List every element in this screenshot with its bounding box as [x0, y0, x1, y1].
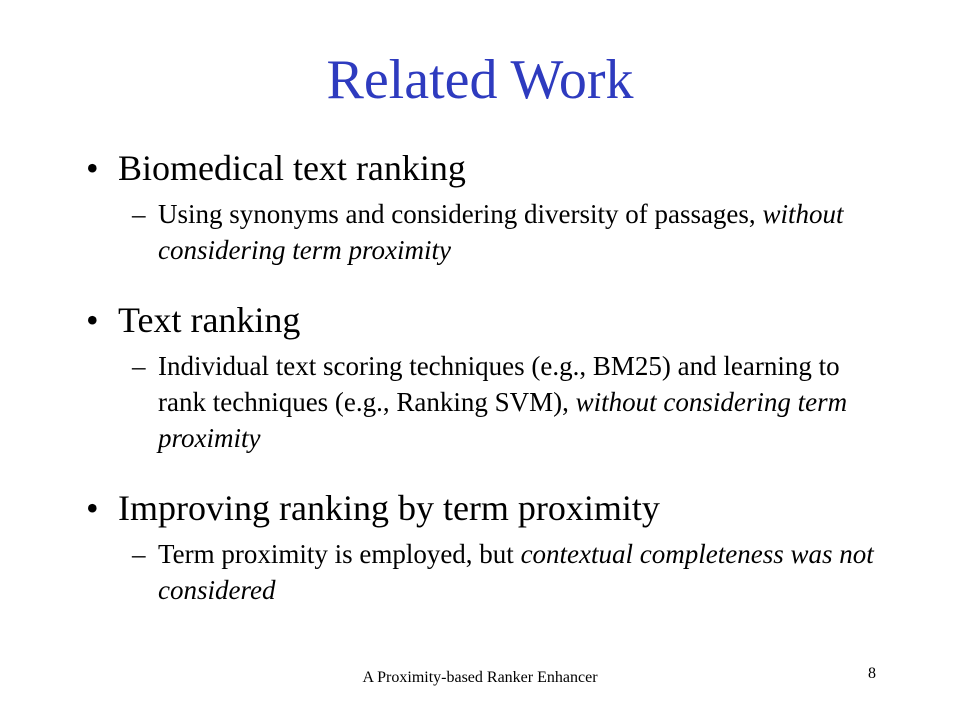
sub-bullet [86, 196, 876, 268]
bullet-dot: • [86, 148, 99, 188]
sub-bullet-dash: – [132, 199, 146, 229]
slide-footer: A Proximity-based Ranker Enhancer [362, 669, 598, 686]
bullet-dot: • [86, 488, 99, 528]
bullet-item [86, 292, 876, 348]
bullet-item [86, 140, 876, 196]
sub-bullet-text: Individual text scoring techniques (e.g., BM25) and learning to rank techniques (e.g., Ranking SVM), [158, 351, 840, 417]
sub-bullet-emphasis: contextual completeness was not considered [158, 539, 874, 605]
bullet-heading: Improving ranking by term proximity [118, 488, 660, 528]
page-number: 8 [868, 665, 876, 682]
sub-bullet-text: Term proximity is employed, but [158, 539, 521, 569]
sub-bullet-emphasis: without considering term proximity [158, 387, 848, 453]
bullet-heading: Text ranking [118, 300, 301, 340]
bullet-heading: Biomedical text ranking [118, 148, 466, 188]
bullet-dot: • [86, 300, 99, 340]
slide-body [86, 140, 876, 632]
sub-bullet-emphasis: without considering term proximity [158, 199, 844, 265]
sub-bullet-dash: – [132, 351, 146, 381]
sub-bullet [86, 536, 876, 608]
bullet-item [86, 480, 876, 536]
slide-title: Related Work [326, 49, 634, 111]
sub-bullet-dash: – [132, 539, 146, 569]
sub-bullet-text: Using synonyms and considering diversity of passages, [158, 199, 763, 229]
sub-bullet [86, 348, 876, 456]
